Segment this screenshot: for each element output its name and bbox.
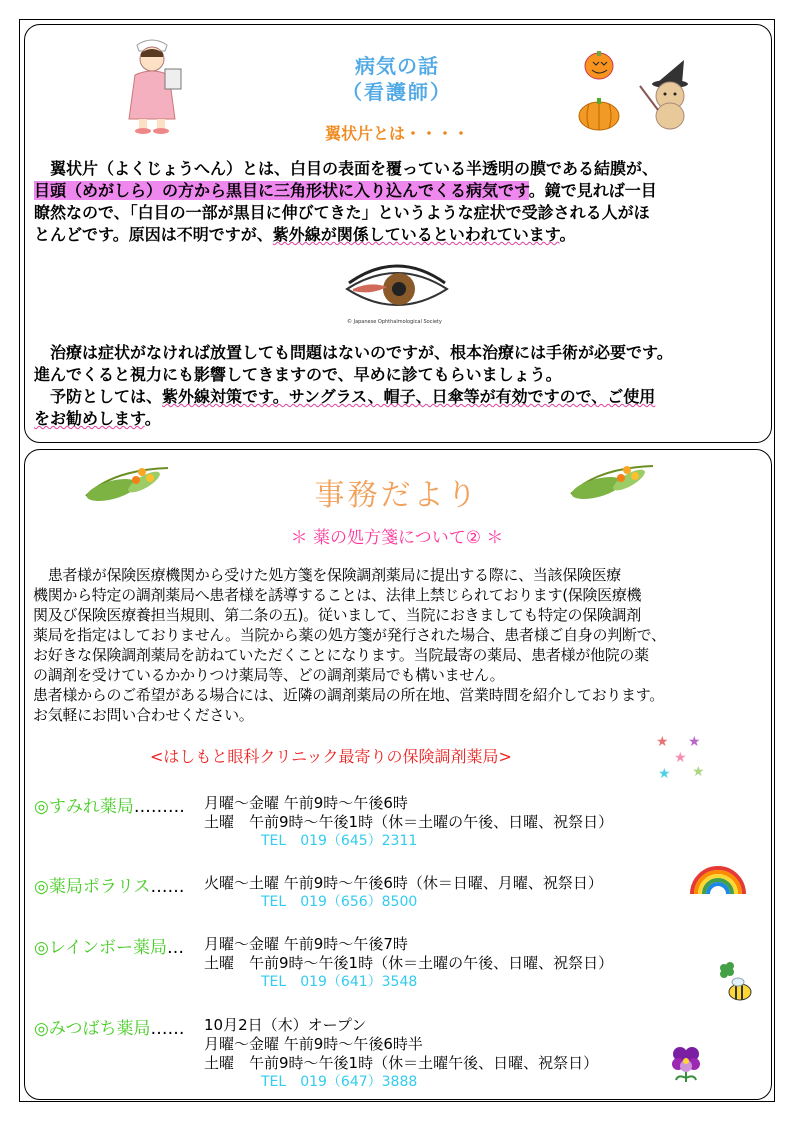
stars-icon [654,732,710,782]
rainbow-icon [688,852,748,896]
text-line: 瞭然なので、「白目の一部が黒目に伸びてきた」というような症状で受診される人がほ [34,203,650,222]
pharmacy-list-header: <はしもと眼科クリニック最寄りの保険調剤薬局> [150,747,512,766]
pharmacy-tel: TEL 019（645）2311 [261,833,418,849]
clover-bee-icon [716,960,756,1004]
treatment-paragraph [34,342,774,430]
text-line: 薬局を指定はしておりません。当院から薬の処方箋が発行された場合、患者様ご自身の判断で、 [33,626,666,644]
text-line: 機関から特定の調剤薬局へ患者様を誘導することは、法律上禁じられております(保険医療機 [33,586,642,604]
svg-text:★: ★ [674,750,687,766]
leader-dots: ……… [133,797,185,817]
text-line: 患者様からのご希望がある場合には、近隣の調剤薬局の所在地、営業時間を紹介しております。 [33,686,664,704]
prescription-paragraph [33,565,771,725]
pharmacy-hours: 土曜 午前9時～午後1時（休＝土曜午後、日曜、祝祭日） [204,1054,599,1072]
underlined-text: 紫外線対策です。サングラス、帽子、日傘等が有効ですので、ご使用 [162,387,656,406]
eye-credit: © Japanese Ophthalmological Society [347,319,442,325]
pharmacy-tel: TEL 019（641）3548 [261,974,418,990]
pharmacy-hours: 火曜～土曜 午前9時～午後6時（休＝日曜、月曜、祝祭日） [204,874,603,892]
pharmacy-tel: TEL 019（647）3888 [261,1074,418,1090]
text-line: とんどです。原因は不明ですが、 [34,225,273,244]
nurse-column-subtitle: 翼状片とは・・・・ [324,124,469,143]
pharmacy-hours: 月曜～金曜 午前9時～午後7時 [204,935,408,953]
text-line: 。 [559,225,576,244]
pharmacy-name [34,872,185,897]
pharmacy-name [34,792,185,817]
svg-text:★: ★ [658,766,671,782]
svg-text:★: ★ [688,734,701,750]
office-news-title: 事務だより [314,478,480,513]
text-line: 翼状片（よくじょうへん）とは、白目の表面を覆っている半透明の膜である結膜が、 [34,159,659,178]
text-line: 予防としては、 [34,387,163,406]
svg-text:★: ★ [656,734,669,750]
pharmacy-hours: 土曜 午前9時～午後1時（休＝土曜の午後、日曜、祝祭日） [204,813,614,831]
pharmacy-name-text: ◎すみれ薬局 [34,797,134,817]
office-news-subtitle: ＊ 薬の処方箋について② ＊ [290,528,504,548]
pharmacy-name-text: ◎みつばち薬局 [34,1019,151,1039]
text-line: の調剤を受けているかかりつけ薬局等、どの調剤薬局でも構いません。 [33,666,505,684]
pharmacy-name-text: ◎薬局ポラリス [34,877,151,897]
pharmacy-hours: 10月2日（木）オープン [204,1016,367,1034]
pharmacy-hours: 土曜 午前9時～午後1時（休＝土曜の午後、日曜、祝祭日） [204,954,614,972]
nurse-column-title-sub: （看護師） [342,80,452,104]
svg-text:★: ★ [692,764,705,780]
text-line: お好きな保険調剤薬局を訪ねていただくことになります。当院最寄の薬局、患者様が他院の薬 [33,646,649,664]
pharmacy-name [34,933,184,958]
pharmacy-name-text: ◎レインボー薬局 [34,938,167,958]
highlighted-text: 目頭（めがしら）の方から黒目に三角形状に入り込んでくる病気です [34,181,529,200]
underlined-text: をお勧めします [34,409,145,428]
pharmacy-name [34,1014,185,1039]
underlined-text: 紫外線が関係しているといわれています [272,225,560,244]
text-line: 。 [144,409,161,428]
leader-dots: …… [150,1019,185,1039]
eye-illustration [343,263,451,325]
text-line: 進んでくると視力にも影響してきますので、早めに診てもらいましょう。 [34,365,562,384]
text-line: 関及び保険医療養担当規則、第二条の五)。従いまして、当院におきましても特定の保険調剤 [33,606,641,624]
pharmacy-hours: 月曜～金曜 午前9時～午後6時半 [204,1035,423,1053]
pansy-flower-icon [668,1042,704,1084]
text-line: お気軽にお問い合わせください。 [33,706,254,724]
text-line: 治療は症状がなければ放置しても問題はないのですが、根本治療には手術が必要です。 [34,343,673,362]
leader-dots: … [166,938,184,958]
pterygium-paragraph [34,158,774,246]
pharmacy-hours: 月曜～金曜 午前9時～午後6時 [204,794,408,812]
nurse-column-title: 病気の話 [355,54,439,78]
pharmacy-tel: TEL 019（656）8500 [261,894,418,910]
text-line: 。鏡で見れば一目 [528,181,657,200]
text-line: 患者様が保険医療機関から受けた処方箋を保険調剤薬局に提出する際に、当該保険医療 [33,566,622,584]
leader-dots: …… [150,877,185,897]
